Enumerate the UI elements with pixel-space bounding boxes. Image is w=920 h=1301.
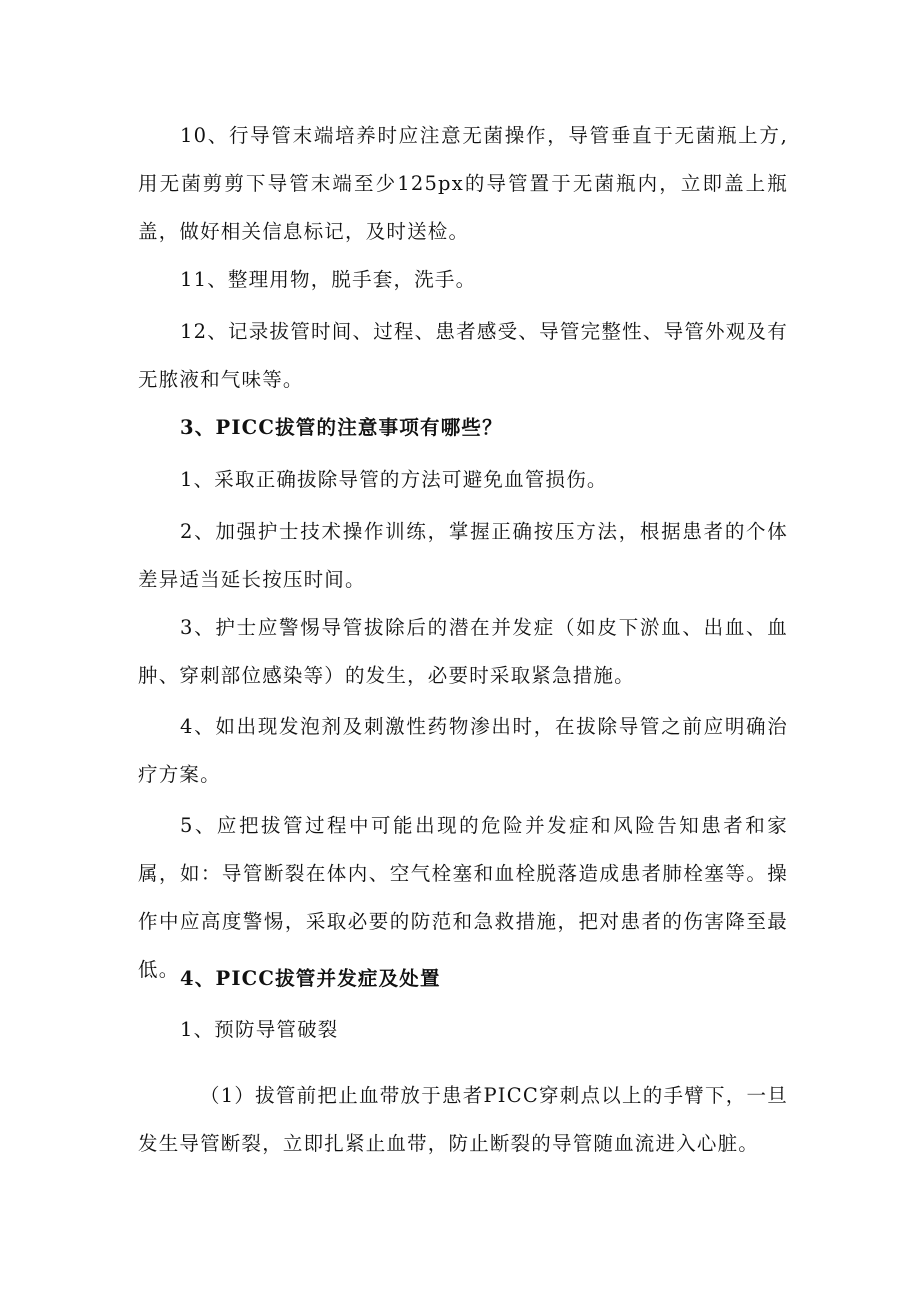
subheading-prevent-breakage: 1、预防导管破裂 bbox=[180, 1018, 339, 1041]
paragraph-step-10: 10、行导管末端培养时应注意无菌操作，导管垂直于无菌瓶上方,用无菌剪剪下导管末端至少125px的导管置于无菌瓶内，立即盖上瓶盖，做好相关信息标记，及时送检。 bbox=[138, 124, 788, 243]
paragraph-note-1: 1、采取正确拔除导管的方法可避免血管损伤。 bbox=[180, 468, 608, 491]
paragraph-note-5: 5、应把拔管过程中可能出现的危险并发症和风险告知患者和家属，如：导管断裂在体内、空气栓塞和血栓脱落造成患者肺栓塞等。操作中应高度警惕，采取必要的防范和急救措施，把对患者的伤害降至最低。 bbox=[138, 814, 788, 981]
section-heading-4: 4、PICC拔管并发症及处置 bbox=[180, 967, 441, 990]
paragraph-note-3: 3、护士应警惕导管拔除后的潜在并发症（如皮下淤血、出血、血肿、穿刺部位感染等）的发生，必要时采取紧急措施。 bbox=[138, 616, 788, 687]
paragraph-sub-1: （1）拔管前把止血带放于患者PICC穿刺点以上的手臂下，一旦发生导管断裂，立即扎紧止血带，防止断裂的导管随血流进入心脏。 bbox=[138, 1084, 788, 1155]
paragraph-step-11: 11、整理用物，脱手套，洗手。 bbox=[180, 268, 477, 291]
section-heading-3: 3、PICC拔管的注意事项有哪些？ bbox=[180, 416, 503, 439]
paragraph-step-12: 12、记录拔管时间、过程、患者感受、导管完整性、导管外观及有无脓液和气味等。 bbox=[138, 320, 788, 391]
paragraph-note-2: 2、加强护士技术操作训练，掌握正确按压方法，根据患者的个体差异适当延长按压时间。 bbox=[138, 520, 788, 591]
paragraph-note-4: 4、如出现发泡剂及刺激性药物渗出时，在拔除导管之前应明确治疗方案。 bbox=[138, 715, 788, 786]
